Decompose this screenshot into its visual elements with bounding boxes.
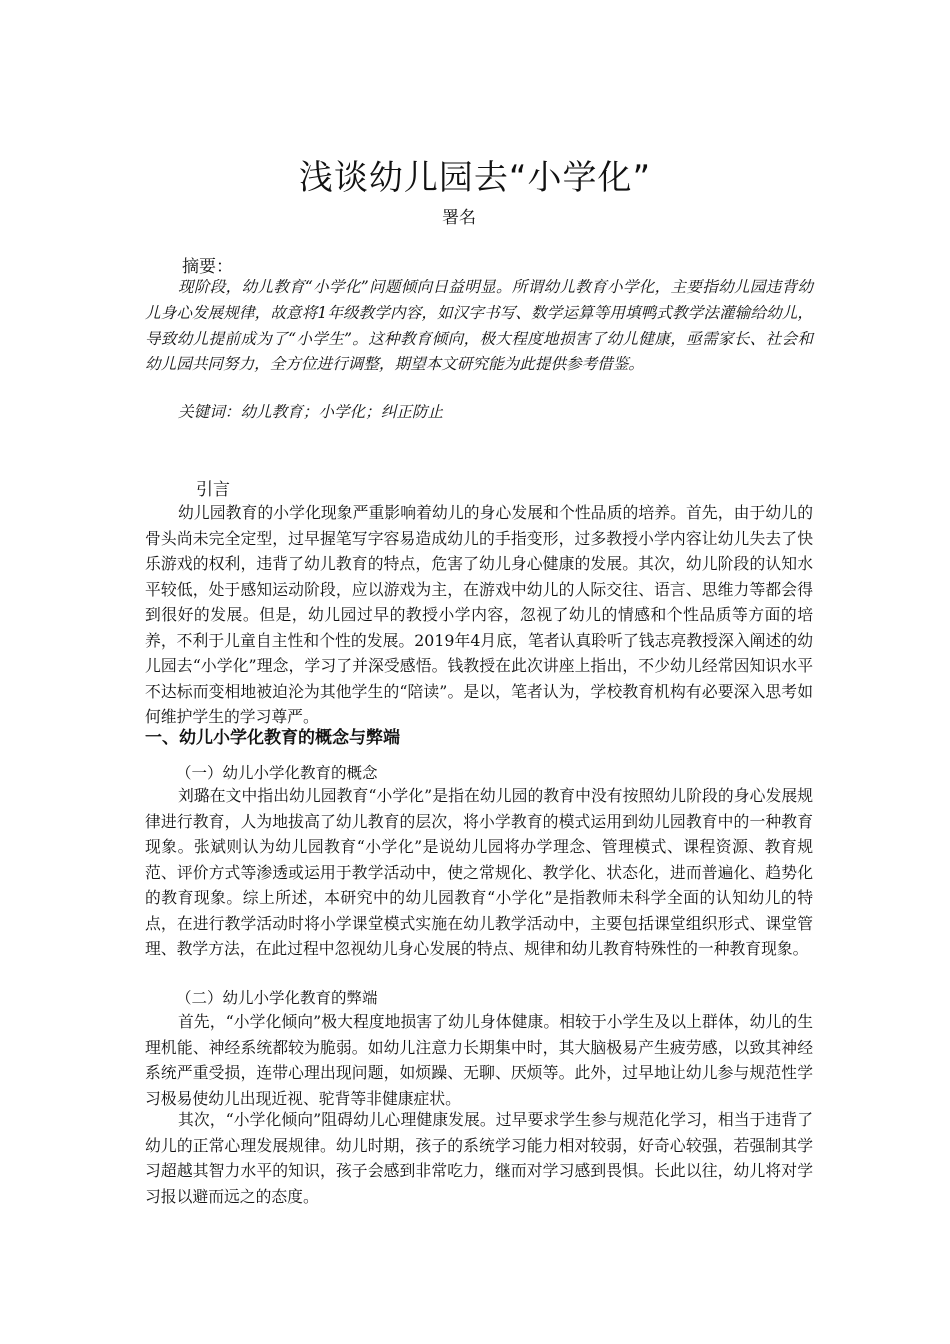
section-heading: 一、幼儿小学化教育的概念与弊端 [145,728,400,748]
subsection-heading-concept: （一）幼儿小学化教育的概念 [176,764,378,782]
subsection-heading-drawbacks: （二）幼儿小学化教育的弊端 [176,989,378,1007]
intro-text: 幼儿园教育的小学化现象严重影响着幼儿的身心发展和个性品质的培养。首先，由于幼儿的骨头尚未完全定型，过早握笔写字容易造成幼儿的手指变形，过多教授小学内容让幼儿失去了快乐游戏的权利，违背了幼儿教育的特点，危害了幼儿身心健康的发展。其次，幼儿阶段的认知水平较低，处于感知运动阶段，应以游戏为主，在游戏中幼儿的人际交往、语言、思维力等都会得到很好的发展。但是，幼儿园过早的教授小学内容，忽视了幼儿的情感和个性品质等方面的培养，不利于儿童自主性和个性的发展。2019年4月底，笔者认真聆听了钱志亮教授深入阐述的幼儿园去“小学化”理念，学习了并深受感悟。钱教授在此次讲座上指出，不少幼儿经常因知识水平不达标而变相地被迫沦为其他学生的“陪读”。是以，笔者认为，学校教育机构有必要深入思考如何维护学生的学习尊严。 [145,503,813,726]
document-title: 浅谈幼儿园去“小学化” [298,158,652,198]
intro-label: 引言 [196,480,230,500]
paragraph-drawbacks-physical: 首先，“小学化倾向”极大程度地损害了幼儿身体健康。相较于小学生及以上群体，幼儿的生理机能、神经系统都较为脆弱。如幼儿注意力长期集中时，其大脑极易产生疲劳感，以致其神经系统严重受损，连带心理出现问题，如烦躁、无聊、厌烦等。此外，过早地让幼儿参与规范性学习极易使幼儿出现近视、驼背等非健康症状。 [145,1012,813,1108]
paragraph-drawbacks-mental: 其次，“小学化倾向”阻碍幼儿心理健康发展。过早要求学生参与规范化学习，相当于违背了幼儿的正常心理发展规律。幼儿时期，孩子的系统学习能力相对较弱，好奇心较强，若强制其学习超越其智力水平的知识，孩子会感到非常吃力，继而对学习感到畏惧。长此以往，幼儿将对学习报以避而远之的态度。 [145,1110,813,1206]
abstract-text: 现阶段，幼儿教育“小学化”问题倾向日益明显。所谓幼儿教育小学化，主要指幼儿园违背幼儿身心发展规律，故意将1年级教学内容，如汉字书写、数学运算等用填鸭式教学法灌输给幼儿，导致幼儿提前成为了“小学生”。这种教育倾向，极大程度地损害了幼儿健康，亟需家长、社会和幼儿园共同努力，全方位进行调整，期望本文研究能为此提供参考借鉴。 [145,278,813,374]
keywords: 关键词：幼儿教育；小学化；纠正防止 [178,403,444,421]
paragraph-concept: 刘璐在文中指出幼儿园教育“小学化”是指在幼儿园的教育中没有按照幼儿阶段的身心发展规律进行教育，人为地拔高了幼儿教育的层次，将小学教育的模式运用到幼儿园教育中的一种教育现象。张斌则认为幼儿园教育“小学化”是说幼儿园将办学理念、管理模式、课程资源、教育规范、评价方式等渗透或运用于教学活动中，使之常规化、教学化、状态化，进而普遍化、趋势化的教育现象。综上所述，本研究中的幼儿园教育“小学化”是指教师未科学全面的认知幼儿的特点，在进行教学活动时将小学课堂模式实施在幼儿教学活动中，主要包括课堂组织形式、课堂管理、教学方法，在此过程中忽视幼儿身心发展的特点、规律和幼儿教育特殊性的一种教育现象。 [145,786,813,958]
abstract-label: 摘要： [182,257,233,277]
author-name: 署名 [442,208,476,228]
